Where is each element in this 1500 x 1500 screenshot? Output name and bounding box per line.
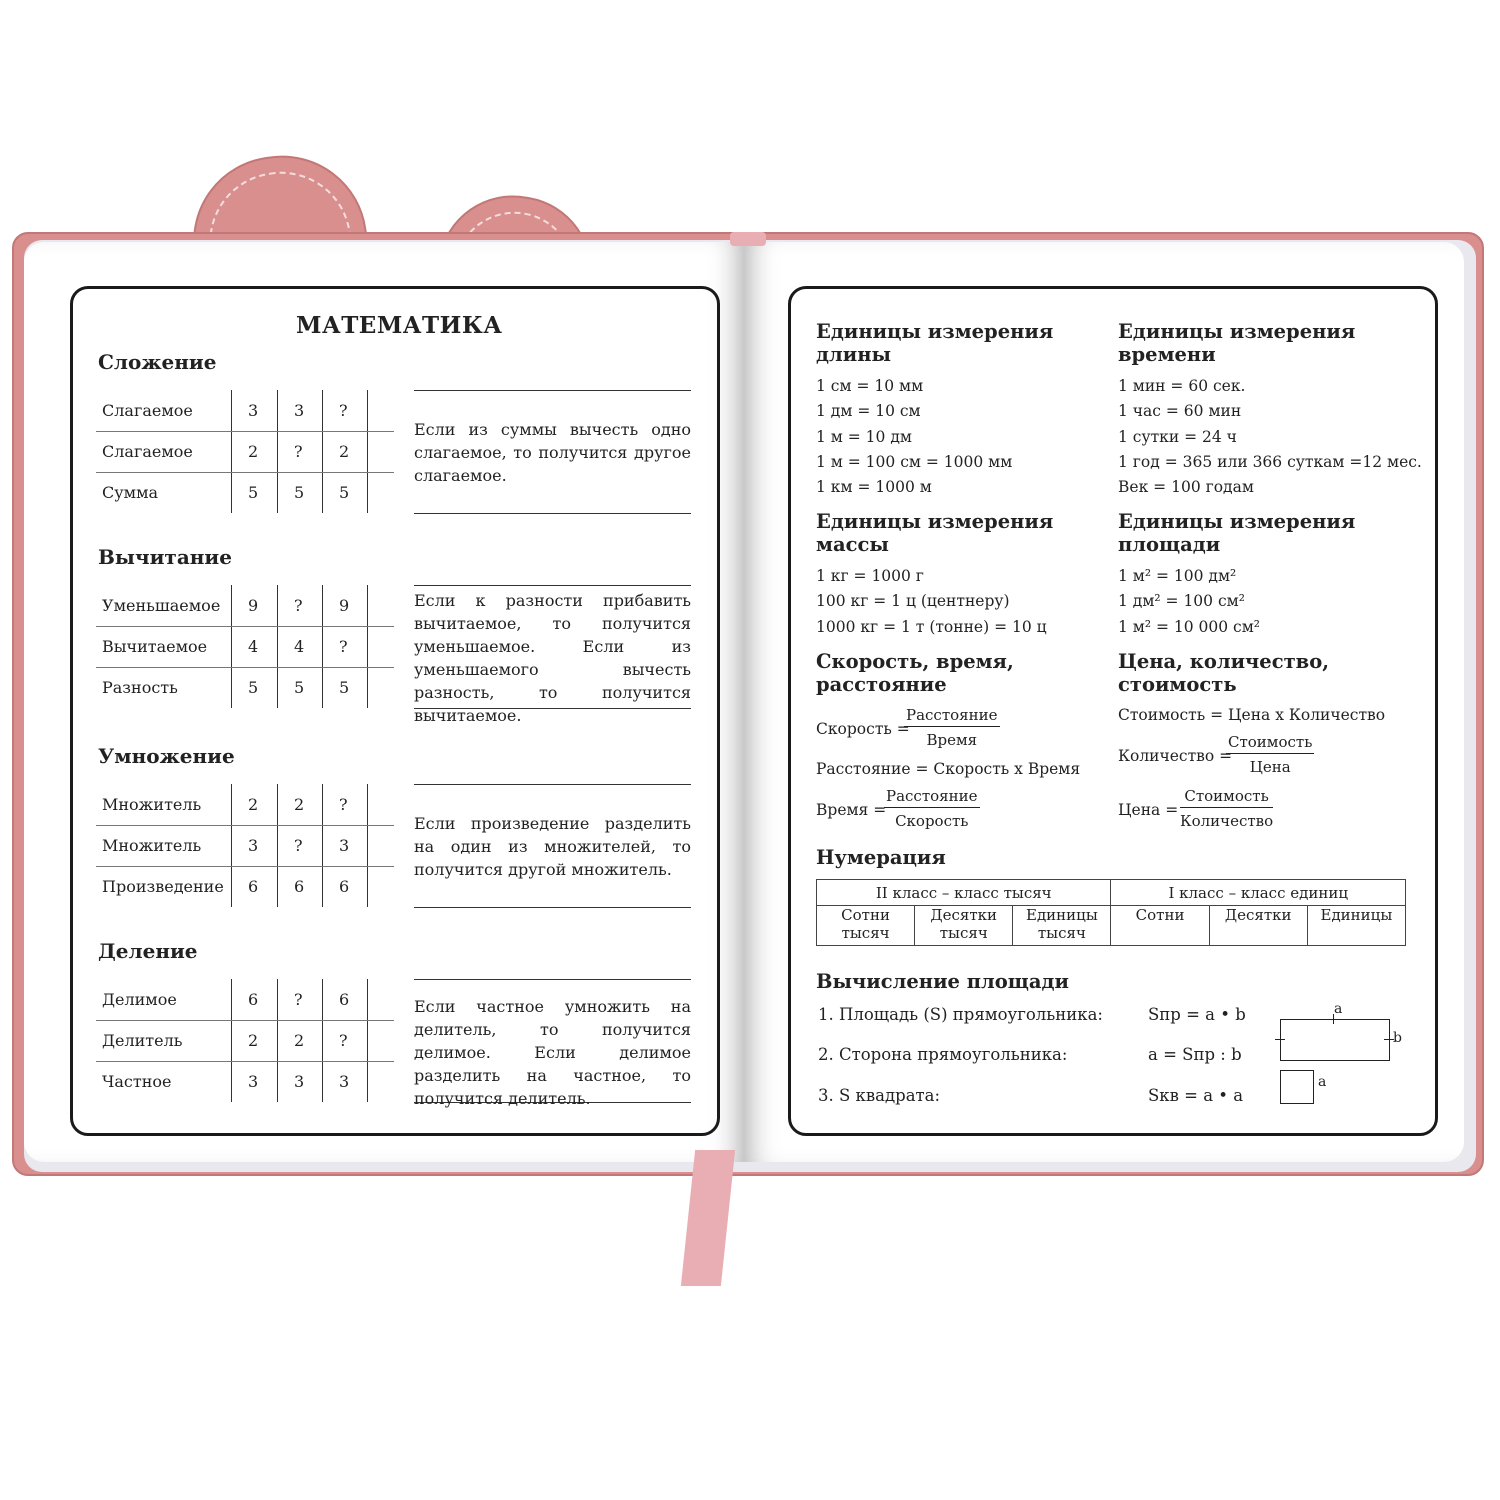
- quantity-formula-left: Количество =: [1118, 747, 1233, 765]
- row-label: Произведение: [102, 877, 224, 896]
- rectangle-tick-left: [1275, 1039, 1285, 1040]
- note-top-rule: [414, 585, 691, 586]
- fraction-numerator: Стоимость: [1226, 733, 1314, 754]
- row-value: 5: [248, 678, 259, 697]
- row-value: 9: [248, 596, 259, 615]
- area-units-heading: Единицы измерения площади: [1118, 510, 1356, 556]
- table-divider: [367, 390, 368, 513]
- table-divider: [367, 784, 368, 907]
- row-label: Разность: [102, 678, 178, 697]
- row-value: 3: [294, 1072, 305, 1091]
- note-top-rule: [414, 784, 691, 785]
- unit-conversion-line: 1 м = 100 см = 1000 мм: [816, 452, 1013, 471]
- bookmark-ribbon-top: [730, 232, 766, 246]
- row-value: 5: [294, 483, 305, 502]
- square-diagram: [1280, 1070, 1314, 1104]
- speed-heading: Скорость, время, расстояние: [816, 650, 1014, 696]
- square-side-a: a: [1318, 1074, 1327, 1090]
- row-value: 6: [339, 990, 350, 1009]
- note-bottom-rule: [414, 513, 691, 514]
- fraction-numerator: Расстояние: [884, 787, 980, 808]
- time-heading: Единицы измерения времени: [1118, 320, 1356, 366]
- table-divider: [277, 784, 278, 907]
- unit-conversion-line: 1 год = 365 или 366 суткам =12 мес.: [1118, 452, 1422, 471]
- row-value: 2: [248, 795, 259, 814]
- unit-conversion-line: 1 дм² = 100 см²: [1118, 592, 1245, 611]
- table-divider: [367, 979, 368, 1102]
- row-label: Множитель: [102, 836, 202, 855]
- rule-note: Если из суммы вычесть одно слагаемое, то получится другое слагаемое.: [414, 420, 691, 485]
- cost-formula: Стоимость = Цена х Количество: [1118, 706, 1386, 724]
- row-value: 4: [294, 637, 305, 656]
- unit-conversion-line: 1 дм = 10 см: [816, 402, 921, 421]
- rule-note: Если произведение разделить на один из множителей, то получится другой множитель.: [414, 814, 691, 879]
- col-hundreds-thousands: Сотни тысяч: [817, 906, 915, 946]
- fraction-numerator: Расстояние: [904, 706, 1000, 727]
- distance-formula: Расстояние = Скорость х Время: [816, 760, 1081, 778]
- row-value: 2: [294, 1031, 305, 1050]
- row-label: Частное: [102, 1072, 172, 1091]
- unit-conversion-line: 1 сутки = 24 ч: [1118, 427, 1237, 446]
- rule-note: Если частное умножить на делитель, то получится делимое. Если делимое разделить на частное, то получится делитель.: [414, 997, 691, 1108]
- unit-conversion-line: 1 см = 10 мм: [816, 377, 924, 395]
- price-formula-left: Цена =: [1118, 801, 1179, 819]
- quantity-fraction: [1226, 733, 1314, 776]
- mass-heading: Единицы измерения массы: [816, 510, 1054, 556]
- unit-conversion-line: 1 м = 10 дм: [816, 427, 912, 446]
- row-value: ?: [294, 990, 303, 1009]
- row-value: 5: [248, 483, 259, 502]
- row-label: Вычитаемое: [102, 637, 208, 656]
- row-label: Делимое: [102, 990, 177, 1009]
- area-calc-formula-1: Sпр = a • b: [1148, 1005, 1246, 1024]
- area-calc-heading: Вычисление площади: [816, 970, 1069, 993]
- col-units: Единицы: [1307, 906, 1405, 946]
- fraction-denominator: Скорость: [895, 812, 969, 830]
- table-divider: [231, 390, 232, 513]
- row-label: Слагаемое: [102, 401, 193, 420]
- unit-conversion-line: 1 кг = 1000 г: [816, 567, 924, 585]
- col-tens-thousands: Десятки тысяч: [915, 906, 1013, 946]
- note-top-rule: [414, 390, 691, 391]
- numeration-heading: Нумерация: [816, 846, 946, 869]
- area-calc-label-3: 3. S квадрата:: [818, 1086, 941, 1105]
- rule-note: Если к разности прибавить вычитаемое, то получится уменьшаемое. Если из уменьшаемого вычесть разность, то получится вычитаемое.: [414, 591, 691, 725]
- row-value: 6: [248, 877, 259, 896]
- fraction-denominator: Количество: [1180, 812, 1274, 830]
- row-value: 3: [248, 1072, 259, 1091]
- table-divider: [367, 585, 368, 708]
- col-hundreds: Сотни: [1111, 906, 1209, 946]
- row-value: 2: [248, 1031, 259, 1050]
- price-heading: Цена, количество, стоимость: [1118, 650, 1330, 696]
- row-value: 4: [248, 637, 259, 656]
- unit-conversion-line: 100 кг = 1 ц (центнеру): [816, 592, 1010, 611]
- row-value: 2: [339, 442, 350, 461]
- table-divider: [322, 390, 323, 513]
- row-value: 5: [339, 483, 350, 502]
- row-value: ?: [294, 836, 303, 855]
- row-value: 6: [248, 990, 259, 1009]
- table-divider: [322, 784, 323, 907]
- table-divider: [231, 979, 232, 1102]
- note-bottom-rule: [414, 907, 691, 908]
- table-divider: [277, 979, 278, 1102]
- table-divider: [231, 784, 232, 907]
- area-calc-label-2: 2. Сторона прямоугольника:: [818, 1045, 1068, 1064]
- col-units-thousands: Единицы тысяч: [1013, 906, 1111, 946]
- row-value: ?: [339, 1031, 348, 1050]
- unit-conversion-line: 1 мин = 60 сек.: [1118, 377, 1246, 395]
- speed-formula-left: Скорость =: [816, 720, 910, 738]
- time-fraction: [884, 787, 980, 830]
- speed-fraction: [904, 706, 1000, 749]
- numeration-table: [816, 879, 1406, 946]
- row-label: Делитель: [102, 1031, 183, 1050]
- row-value: 2: [248, 442, 259, 461]
- row-value: ?: [339, 795, 348, 814]
- fraction-numerator: Стоимость: [1180, 787, 1273, 808]
- row-label: Сумма: [102, 483, 159, 502]
- row-value: 6: [294, 877, 305, 896]
- row-value: ?: [294, 442, 303, 461]
- unit-conversion-line: 1 м² = 10 000 см²: [1118, 617, 1261, 636]
- row-value: 3: [339, 1072, 350, 1091]
- row-value: 5: [294, 678, 305, 697]
- unit-conversion-line: 1 час = 60 мин: [1118, 402, 1242, 421]
- section-heading: Умножение: [98, 744, 235, 768]
- length-heading: Единицы измерения длины: [816, 320, 1054, 366]
- row-label: Уменьшаемое: [102, 596, 221, 615]
- row-value: 3: [339, 836, 350, 855]
- area-calc-label-1: 1. Площадь (S) прямоугольника:: [818, 1005, 1103, 1024]
- row-label: Слагаемое: [102, 442, 193, 461]
- rectangle-side-b: b: [1393, 1030, 1402, 1046]
- unit-conversion-line: Век = 100 годам: [1118, 478, 1254, 497]
- col-tens: Десятки: [1209, 906, 1307, 946]
- row-value: 2: [294, 795, 305, 814]
- row-value: 3: [248, 836, 259, 855]
- row-value: ?: [339, 637, 348, 656]
- rectangle-side-a: a: [1334, 1001, 1343, 1017]
- row-value: ?: [294, 596, 303, 615]
- unit-conversion-line: 1000 кг = 1 т (тонне) = 10 ц: [816, 617, 1047, 636]
- page-title: МАТЕМАТИКА: [296, 312, 503, 339]
- class-thousands: II класс – класс тысяч: [817, 880, 1111, 906]
- table-divider: [322, 585, 323, 708]
- section-heading: Вычитание: [98, 545, 232, 569]
- table-divider: [277, 390, 278, 513]
- table-divider: [322, 979, 323, 1102]
- row-value: 5: [339, 678, 350, 697]
- row-value: 9: [339, 596, 350, 615]
- row-label: Множитель: [102, 795, 202, 814]
- row-value: ?: [339, 401, 348, 420]
- section-heading: Деление: [98, 939, 198, 963]
- note-top-rule: [414, 979, 691, 980]
- rectangle-diagram: [1280, 1019, 1390, 1061]
- row-value: 3: [248, 401, 259, 420]
- section-heading: Сложение: [98, 350, 217, 374]
- row-value: 3: [294, 401, 305, 420]
- class-units: I класс – класс единиц: [1111, 880, 1406, 906]
- area-calc-formula-3: Sкв = a • a: [1148, 1086, 1244, 1105]
- area-calc-formula-2: a = Sпр : b: [1148, 1045, 1242, 1064]
- unit-conversion-line: 1 м² = 100 дм²: [1118, 567, 1237, 585]
- time-formula-left: Время =: [816, 801, 887, 819]
- table-divider: [277, 585, 278, 708]
- fraction-denominator: Время: [926, 731, 978, 749]
- row-value: 6: [339, 877, 350, 896]
- price-fraction: [1180, 787, 1273, 830]
- unit-conversion-line: 1 км = 1000 м: [816, 478, 932, 497]
- table-divider: [231, 585, 232, 708]
- fraction-denominator: Цена: [1249, 758, 1291, 776]
